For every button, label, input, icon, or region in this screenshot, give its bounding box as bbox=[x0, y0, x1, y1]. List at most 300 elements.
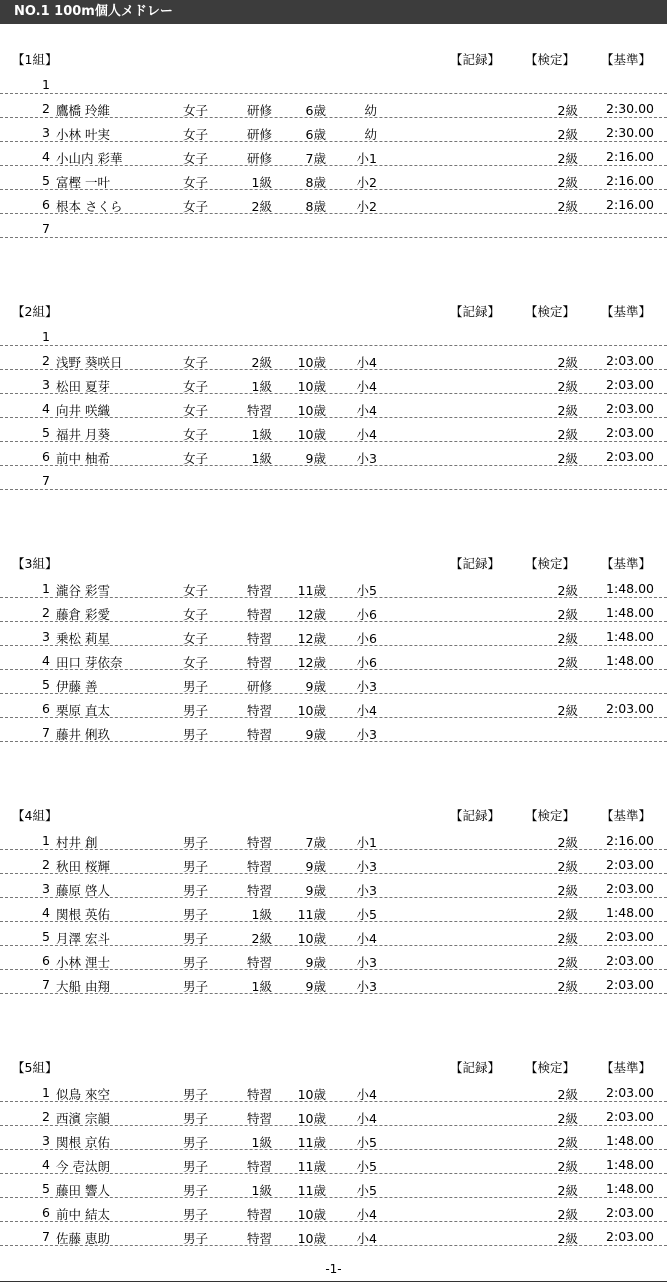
table-row bbox=[0, 70, 667, 94]
bottom-rule bbox=[0, 1281, 667, 1282]
age: 9歳 bbox=[305, 979, 326, 994]
standard-time: 2:16.00 bbox=[606, 173, 654, 188]
age: 9歳 bbox=[305, 859, 326, 874]
gender: 女子 bbox=[183, 199, 209, 214]
entry-number: 5 bbox=[42, 929, 50, 944]
gender: 男子 bbox=[183, 1183, 209, 1198]
school-grade: 小4 bbox=[356, 1087, 377, 1102]
school-grade: 小3 bbox=[356, 955, 377, 970]
class-level: 特習 bbox=[246, 727, 272, 742]
gender: 女子 bbox=[183, 631, 209, 646]
gender: 男子 bbox=[183, 859, 209, 874]
swimmer-name: 田口 芽依奈 bbox=[56, 655, 123, 670]
swimmer-name: 前中 柚希 bbox=[56, 451, 110, 466]
entry-number: 1 bbox=[42, 581, 50, 596]
kentei-level: 2級 bbox=[557, 151, 578, 166]
group-2 bbox=[0, 298, 667, 490]
table-row bbox=[0, 466, 667, 490]
class-level: 特習 bbox=[246, 1207, 272, 1222]
swimmer-name: 西濱 宗韻 bbox=[56, 1111, 110, 1126]
swimmer-name: 瀧谷 彩雪 bbox=[56, 583, 110, 598]
swimmer-name: 佐藤 恵助 bbox=[56, 1231, 110, 1246]
gender: 男子 bbox=[183, 1087, 209, 1102]
age: 10歳 bbox=[297, 355, 326, 370]
kijun-header: 【基準】 bbox=[601, 556, 652, 571]
class-level: 1級 bbox=[251, 979, 272, 994]
standard-time: 1:48.00 bbox=[606, 605, 654, 620]
table-row bbox=[0, 898, 667, 922]
entry-number: 1 bbox=[42, 329, 50, 344]
table-row bbox=[0, 670, 667, 694]
entry-number: 5 bbox=[42, 173, 50, 188]
standard-time: 1:48.00 bbox=[606, 1133, 654, 1148]
standard-time: 2:03.00 bbox=[606, 425, 654, 440]
entry-number: 3 bbox=[42, 377, 50, 392]
kentei-level: 2級 bbox=[557, 859, 578, 874]
gender: 女子 bbox=[183, 427, 209, 442]
kentei-level: 2級 bbox=[557, 1159, 578, 1174]
age: 7歳 bbox=[305, 835, 326, 850]
school-grade: 小4 bbox=[356, 1207, 377, 1222]
school-grade: 小5 bbox=[356, 1159, 377, 1174]
entry-number: 4 bbox=[42, 905, 50, 920]
gender: 女子 bbox=[183, 583, 209, 598]
entry-number: 5 bbox=[42, 1181, 50, 1196]
gender: 男子 bbox=[183, 1231, 209, 1246]
kentei-level: 2級 bbox=[557, 1087, 578, 1102]
age: 10歳 bbox=[297, 427, 326, 442]
standard-time: 2:30.00 bbox=[606, 101, 654, 116]
record-header: 【記録】 bbox=[450, 1060, 501, 1075]
kentei-level: 2級 bbox=[557, 1183, 578, 1198]
standard-time: 2:03.00 bbox=[606, 857, 654, 872]
kentei-header: 【検定】 bbox=[525, 808, 576, 823]
school-grade: 小5 bbox=[356, 907, 377, 922]
class-level: 特習 bbox=[246, 955, 272, 970]
group-label: 【3組】 bbox=[12, 556, 58, 571]
entry-number: 1 bbox=[42, 833, 50, 848]
gender: 男子 bbox=[183, 1111, 209, 1126]
school-grade: 小4 bbox=[356, 379, 377, 394]
age: 9歳 bbox=[305, 727, 326, 742]
swimmer-name: 大船 由翔 bbox=[56, 979, 110, 994]
class-level: 研修 bbox=[246, 151, 272, 166]
school-grade: 小6 bbox=[356, 631, 377, 646]
swimmer-name: 藤田 響人 bbox=[56, 1183, 110, 1198]
swimmer-name: 村井 創 bbox=[56, 835, 98, 850]
age: 12歳 bbox=[297, 607, 326, 622]
school-grade: 小2 bbox=[356, 199, 377, 214]
swimmer-name: 藤原 啓人 bbox=[56, 883, 110, 898]
entry-number: 2 bbox=[42, 605, 50, 620]
swimmer-name: 関根 京佑 bbox=[56, 1135, 110, 1150]
entry-number: 3 bbox=[42, 629, 50, 644]
entry-number: 2 bbox=[42, 857, 50, 872]
class-level: 2級 bbox=[251, 355, 272, 370]
kentei-level: 2級 bbox=[557, 1111, 578, 1126]
kentei-level: 2級 bbox=[557, 607, 578, 622]
swimmer-name: 藤倉 彩愛 bbox=[56, 607, 110, 622]
group-label: 【1組】 bbox=[12, 52, 58, 67]
school-grade: 小6 bbox=[356, 607, 377, 622]
kentei-level: 2級 bbox=[557, 955, 578, 970]
class-level: 特習 bbox=[246, 631, 272, 646]
entry-number: 6 bbox=[42, 449, 50, 464]
school-grade: 小3 bbox=[356, 727, 377, 742]
school-grade: 小5 bbox=[356, 583, 377, 598]
table-row bbox=[0, 1174, 667, 1198]
table-row bbox=[0, 1150, 667, 1174]
table-row bbox=[0, 646, 667, 670]
school-grade: 幼 bbox=[364, 127, 377, 142]
record-header: 【記録】 bbox=[450, 808, 501, 823]
swimmer-name: 乗松 莉星 bbox=[56, 631, 110, 646]
entry-number: 3 bbox=[42, 881, 50, 896]
school-grade: 小5 bbox=[356, 1135, 377, 1150]
age: 12歳 bbox=[297, 655, 326, 670]
standard-time: 2:03.00 bbox=[606, 701, 654, 716]
class-level: 特習 bbox=[246, 1231, 272, 1246]
table-row bbox=[0, 1198, 667, 1222]
group-header bbox=[0, 46, 667, 70]
school-grade: 小3 bbox=[356, 859, 377, 874]
gender: 女子 bbox=[183, 175, 209, 190]
group-label: 【5組】 bbox=[12, 1060, 58, 1075]
kentei-level: 2級 bbox=[557, 379, 578, 394]
age: 10歳 bbox=[297, 379, 326, 394]
class-level: 特習 bbox=[246, 607, 272, 622]
swimmer-name: 秋田 桜輝 bbox=[56, 859, 110, 874]
standard-time: 2:03.00 bbox=[606, 977, 654, 992]
gender: 女子 bbox=[183, 403, 209, 418]
standard-time: 2:03.00 bbox=[606, 1229, 654, 1244]
kentei-header: 【検定】 bbox=[525, 556, 576, 571]
standard-time: 2:16.00 bbox=[606, 833, 654, 848]
kentei-level: 2級 bbox=[557, 883, 578, 898]
standard-time: 2:03.00 bbox=[606, 401, 654, 416]
table-row bbox=[0, 598, 667, 622]
swimmer-name: 今 壱汰朗 bbox=[56, 1159, 110, 1174]
swimmer-name: 小林 浬士 bbox=[56, 955, 110, 970]
swimmer-name: 松田 夏芽 bbox=[56, 379, 110, 394]
kentei-level: 2級 bbox=[557, 655, 578, 670]
school-grade: 小1 bbox=[356, 835, 377, 850]
standard-time: 2:03.00 bbox=[606, 929, 654, 944]
table-row bbox=[0, 1222, 667, 1246]
swimmer-name: 福井 月葵 bbox=[56, 427, 110, 442]
entry-number: 6 bbox=[42, 197, 50, 212]
table-row bbox=[0, 442, 667, 466]
table-row bbox=[0, 826, 667, 850]
standard-time: 1:48.00 bbox=[606, 905, 654, 920]
class-level: 特習 bbox=[246, 835, 272, 850]
swimmer-name: 浅野 葵咲日 bbox=[56, 355, 123, 370]
age: 11歳 bbox=[297, 583, 326, 598]
standard-time: 2:03.00 bbox=[606, 1205, 654, 1220]
table-row bbox=[0, 346, 667, 370]
school-grade: 小4 bbox=[356, 703, 377, 718]
kentei-level: 2級 bbox=[557, 583, 578, 598]
table-row bbox=[0, 922, 667, 946]
kentei-level: 2級 bbox=[557, 427, 578, 442]
standard-time: 1:48.00 bbox=[606, 653, 654, 668]
class-level: 1級 bbox=[251, 427, 272, 442]
gender: 男子 bbox=[183, 907, 209, 922]
class-level: 1級 bbox=[251, 379, 272, 394]
table-row bbox=[0, 574, 667, 598]
class-level: 研修 bbox=[246, 103, 272, 118]
school-grade: 小4 bbox=[356, 427, 377, 442]
record-header: 【記録】 bbox=[450, 304, 501, 319]
entry-number: 3 bbox=[42, 125, 50, 140]
kijun-header: 【基準】 bbox=[601, 304, 652, 319]
entry-number: 4 bbox=[42, 149, 50, 164]
table-row bbox=[0, 190, 667, 214]
kentei-level: 2級 bbox=[557, 403, 578, 418]
standard-time: 1:48.00 bbox=[606, 581, 654, 596]
standard-time: 2:03.00 bbox=[606, 881, 654, 896]
entry-number: 5 bbox=[42, 425, 50, 440]
group-5 bbox=[0, 1054, 667, 1246]
table-row bbox=[0, 214, 667, 238]
standard-time: 2:03.00 bbox=[606, 449, 654, 464]
school-grade: 幼 bbox=[364, 103, 377, 118]
swimmer-name: 前中 結太 bbox=[56, 1207, 110, 1222]
swimmer-name: 根本 さくら bbox=[56, 199, 123, 214]
school-grade: 小2 bbox=[356, 175, 377, 190]
table-row bbox=[0, 418, 667, 442]
page-title: NO.1 100m個人メドレー bbox=[0, 0, 667, 24]
age: 10歳 bbox=[297, 1231, 326, 1246]
class-level: 研修 bbox=[246, 679, 272, 694]
group-header bbox=[0, 298, 667, 322]
class-level: 特習 bbox=[246, 703, 272, 718]
class-level: 研修 bbox=[246, 127, 272, 142]
school-grade: 小3 bbox=[356, 979, 377, 994]
table-row bbox=[0, 394, 667, 418]
age: 11歳 bbox=[297, 1135, 326, 1150]
age: 10歳 bbox=[297, 1207, 326, 1222]
standard-time: 1:48.00 bbox=[606, 1157, 654, 1172]
school-grade: 小1 bbox=[356, 151, 377, 166]
school-grade: 小3 bbox=[356, 679, 377, 694]
entry-number: 2 bbox=[42, 101, 50, 116]
kentei-level: 2級 bbox=[557, 1135, 578, 1150]
age: 8歳 bbox=[305, 175, 326, 190]
gender: 男子 bbox=[183, 1207, 209, 1222]
kentei-header: 【検定】 bbox=[525, 1060, 576, 1075]
gender: 男子 bbox=[183, 979, 209, 994]
table-row bbox=[0, 142, 667, 166]
entry-number: 6 bbox=[42, 1205, 50, 1220]
kentei-level: 2級 bbox=[557, 703, 578, 718]
kentei-level: 2級 bbox=[557, 451, 578, 466]
table-row bbox=[0, 118, 667, 142]
kentei-level: 2級 bbox=[557, 103, 578, 118]
swimmer-name: 月澤 宏斗 bbox=[56, 931, 110, 946]
school-grade: 小4 bbox=[356, 1231, 377, 1246]
entry-number: 7 bbox=[42, 473, 50, 488]
school-grade: 小4 bbox=[356, 1111, 377, 1126]
entry-number: 4 bbox=[42, 1157, 50, 1172]
swimmer-name: 富樫 一叶 bbox=[56, 175, 110, 190]
gender: 女子 bbox=[183, 127, 209, 142]
age: 10歳 bbox=[297, 1111, 326, 1126]
class-level: 2級 bbox=[251, 199, 272, 214]
school-grade: 小3 bbox=[356, 451, 377, 466]
gender: 女子 bbox=[183, 103, 209, 118]
kentei-level: 2級 bbox=[557, 835, 578, 850]
kentei-level: 2級 bbox=[557, 127, 578, 142]
kentei-level: 2級 bbox=[557, 355, 578, 370]
table-row bbox=[0, 1078, 667, 1102]
kijun-header: 【基準】 bbox=[601, 52, 652, 67]
swimmer-name: 小林 叶実 bbox=[56, 127, 110, 142]
table-row bbox=[0, 622, 667, 646]
class-level: 特習 bbox=[246, 403, 272, 418]
gender: 女子 bbox=[183, 151, 209, 166]
gender: 女子 bbox=[183, 451, 209, 466]
age: 9歳 bbox=[305, 451, 326, 466]
table-row bbox=[0, 166, 667, 190]
standard-time: 2:03.00 bbox=[606, 377, 654, 392]
standard-time: 1:48.00 bbox=[606, 629, 654, 644]
table-row bbox=[0, 1102, 667, 1126]
entry-number: 6 bbox=[42, 953, 50, 968]
page-number: -1- bbox=[325, 1262, 342, 1276]
swimmer-name: 伊藤 善 bbox=[56, 679, 98, 694]
entry-number: 1 bbox=[42, 1085, 50, 1100]
age: 9歳 bbox=[305, 955, 326, 970]
kentei-level: 2級 bbox=[557, 931, 578, 946]
kijun-header: 【基準】 bbox=[601, 1060, 652, 1075]
entry-number: 2 bbox=[42, 1109, 50, 1124]
class-level: 1級 bbox=[251, 1183, 272, 1198]
table-row bbox=[0, 874, 667, 898]
class-level: 特習 bbox=[246, 1087, 272, 1102]
entry-number: 4 bbox=[42, 653, 50, 668]
table-row bbox=[0, 1126, 667, 1150]
swimmer-name: 似鳥 來空 bbox=[56, 1087, 110, 1102]
class-level: 特習 bbox=[246, 883, 272, 898]
class-level: 特習 bbox=[246, 655, 272, 670]
group-3 bbox=[0, 550, 667, 742]
gender: 女子 bbox=[183, 607, 209, 622]
gender: 女子 bbox=[183, 379, 209, 394]
entry-number: 7 bbox=[42, 725, 50, 740]
swimmer-name: 栗原 直太 bbox=[56, 703, 110, 718]
table-row bbox=[0, 850, 667, 874]
gender: 男子 bbox=[183, 835, 209, 850]
gender: 女子 bbox=[183, 655, 209, 670]
class-level: 特習 bbox=[246, 583, 272, 598]
swimmer-name: 藤井 俐玖 bbox=[56, 727, 110, 742]
class-level: 1級 bbox=[251, 907, 272, 922]
age: 11歳 bbox=[297, 1159, 326, 1174]
kentei-level: 2級 bbox=[557, 1207, 578, 1222]
group-header bbox=[0, 1054, 667, 1078]
age: 10歳 bbox=[297, 1087, 326, 1102]
kentei-header: 【検定】 bbox=[525, 304, 576, 319]
table-row bbox=[0, 694, 667, 718]
age: 11歳 bbox=[297, 907, 326, 922]
entry-number: 4 bbox=[42, 401, 50, 416]
record-header: 【記録】 bbox=[450, 556, 501, 571]
entry-number: 7 bbox=[42, 221, 50, 236]
gender: 男子 bbox=[183, 955, 209, 970]
school-grade: 小4 bbox=[356, 403, 377, 418]
group-label: 【2組】 bbox=[12, 304, 58, 319]
age: 6歳 bbox=[305, 127, 326, 142]
age: 11歳 bbox=[297, 1183, 326, 1198]
school-grade: 小4 bbox=[356, 931, 377, 946]
class-level: 1級 bbox=[251, 1135, 272, 1150]
table-row bbox=[0, 970, 667, 994]
gender: 男子 bbox=[183, 883, 209, 898]
age: 12歳 bbox=[297, 631, 326, 646]
entry-number: 6 bbox=[42, 701, 50, 716]
age: 10歳 bbox=[297, 703, 326, 718]
gender: 男子 bbox=[183, 703, 209, 718]
class-level: 2級 bbox=[251, 931, 272, 946]
table-row bbox=[0, 322, 667, 346]
group-label: 【4組】 bbox=[12, 808, 58, 823]
record-header: 【記録】 bbox=[450, 52, 501, 67]
table-row bbox=[0, 718, 667, 742]
gender: 男子 bbox=[183, 679, 209, 694]
gender: 男子 bbox=[183, 931, 209, 946]
group-header bbox=[0, 802, 667, 826]
group-4 bbox=[0, 802, 667, 994]
entry-number: 7 bbox=[42, 1229, 50, 1244]
kentei-level: 2級 bbox=[557, 175, 578, 190]
standard-time: 2:03.00 bbox=[606, 353, 654, 368]
entry-number: 2 bbox=[42, 353, 50, 368]
swimmer-name: 小山内 彩華 bbox=[56, 151, 123, 166]
swimmer-name: 関根 英佑 bbox=[56, 907, 110, 922]
age: 9歳 bbox=[305, 679, 326, 694]
gender: 男子 bbox=[183, 1159, 209, 1174]
age: 10歳 bbox=[297, 931, 326, 946]
class-level: 特習 bbox=[246, 859, 272, 874]
entry-number: 5 bbox=[42, 677, 50, 692]
gender: 男子 bbox=[183, 727, 209, 742]
group-header bbox=[0, 550, 667, 574]
age: 6歳 bbox=[305, 103, 326, 118]
table-row bbox=[0, 94, 667, 118]
school-grade: 小3 bbox=[356, 883, 377, 898]
group-1 bbox=[0, 46, 667, 238]
school-grade: 小6 bbox=[356, 655, 377, 670]
table-row bbox=[0, 370, 667, 394]
standard-time: 2:16.00 bbox=[606, 149, 654, 164]
table-row bbox=[0, 946, 667, 970]
kentei-level: 2級 bbox=[557, 907, 578, 922]
swimmer-name: 鷹橋 玲維 bbox=[56, 103, 110, 118]
standard-time: 2:30.00 bbox=[606, 125, 654, 140]
class-level: 1級 bbox=[251, 451, 272, 466]
standard-time: 2:03.00 bbox=[606, 953, 654, 968]
kentei-level: 2級 bbox=[557, 979, 578, 994]
age: 8歳 bbox=[305, 199, 326, 214]
kijun-header: 【基準】 bbox=[601, 808, 652, 823]
gender: 男子 bbox=[183, 1135, 209, 1150]
age: 7歳 bbox=[305, 151, 326, 166]
class-level: 1級 bbox=[251, 175, 272, 190]
entry-number: 1 bbox=[42, 77, 50, 92]
entry-number: 7 bbox=[42, 977, 50, 992]
kentei-level: 2級 bbox=[557, 631, 578, 646]
